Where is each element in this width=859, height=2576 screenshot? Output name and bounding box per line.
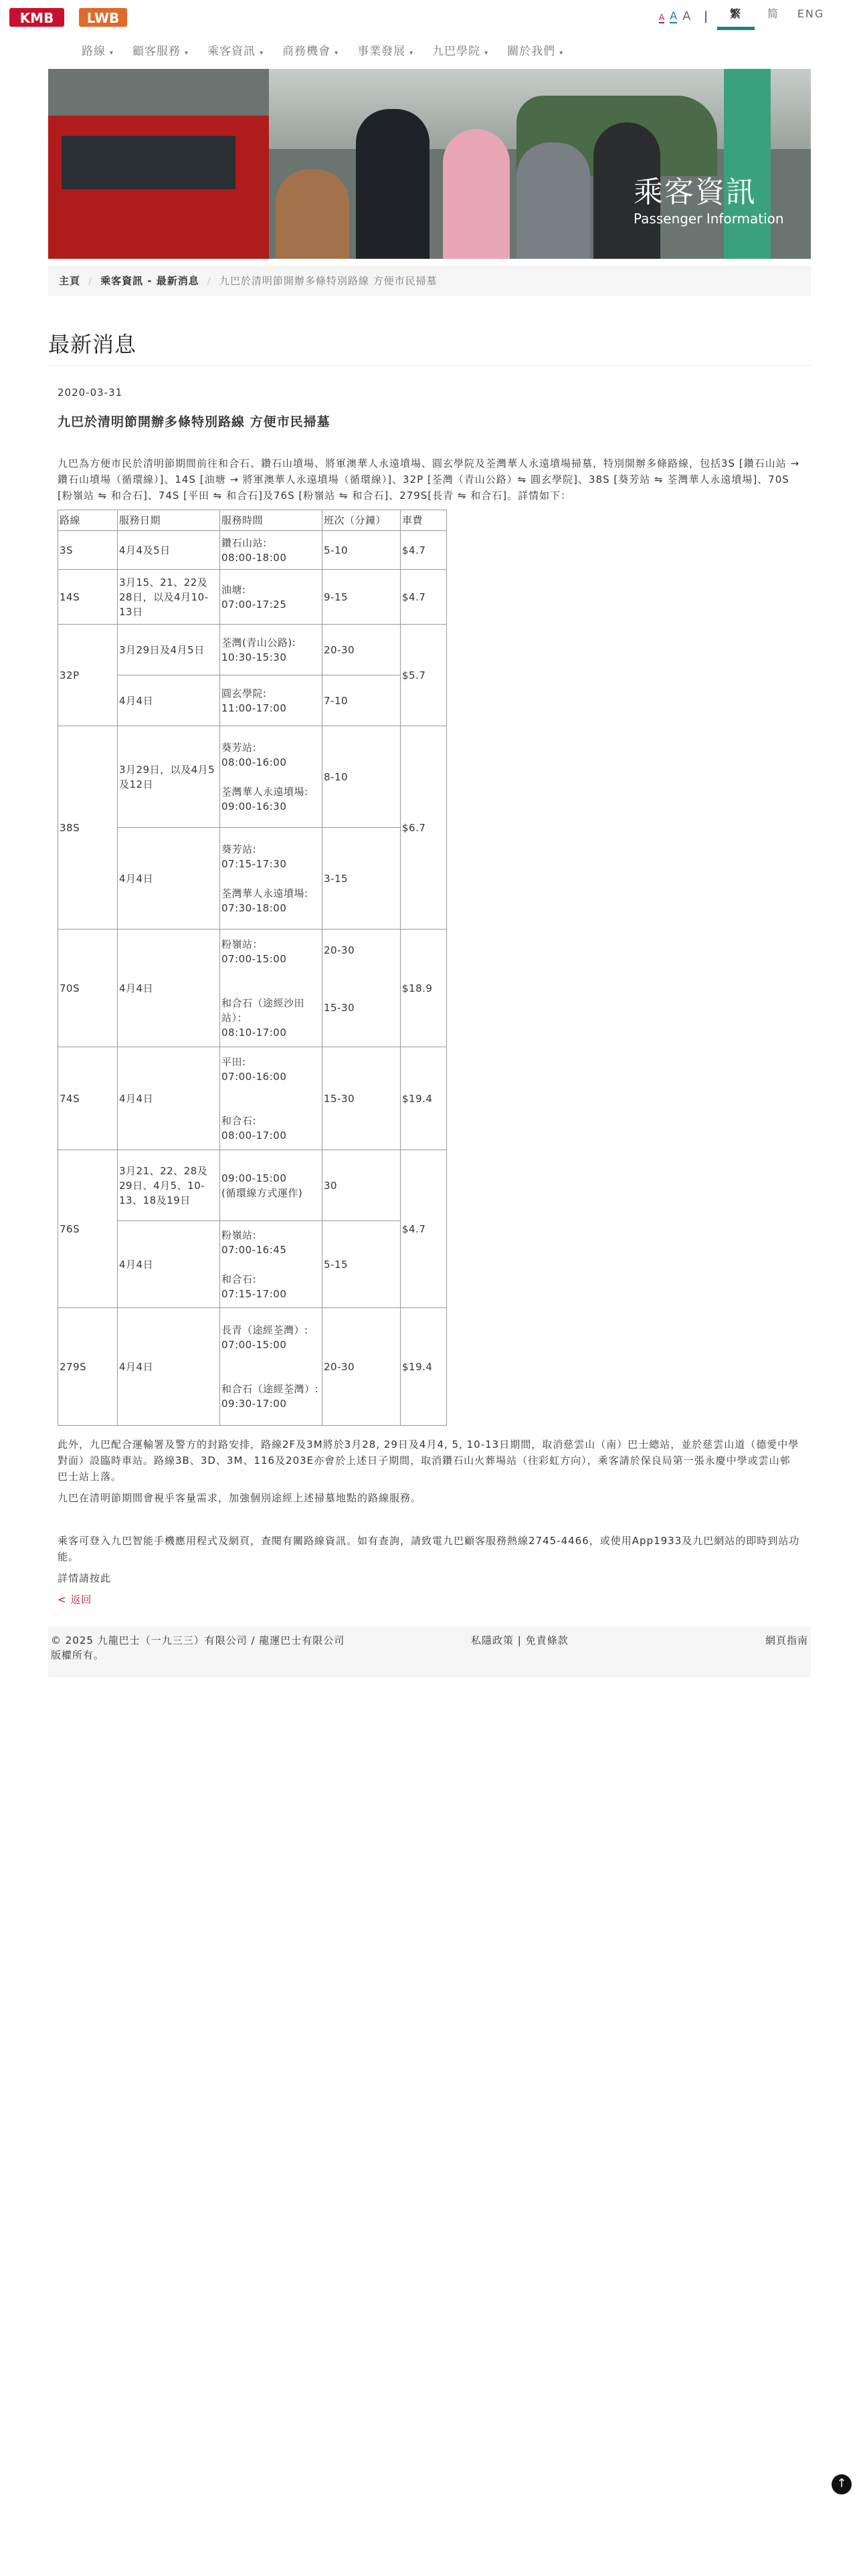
date-cell: 4月4日 xyxy=(118,1221,220,1308)
breadcrumb-section[interactable]: 乘客資訊 - 最新消息 xyxy=(100,275,199,287)
table-row xyxy=(58,570,447,625)
breadcrumb-separator: / xyxy=(88,275,93,287)
lang-sc-button[interactable]: 简 xyxy=(767,7,779,20)
title-divider xyxy=(48,365,811,366)
font-size-controls xyxy=(659,9,691,23)
footer-divider: | xyxy=(517,1634,522,1646)
header-divider: | xyxy=(704,9,708,23)
caret-down-icon: ▾ xyxy=(185,49,189,57)
table-row xyxy=(58,1150,447,1221)
banner-subtitle: Passenger Information xyxy=(634,211,784,227)
nav-label: 關於我們 xyxy=(507,45,556,58)
route-cell: 38S xyxy=(58,726,118,930)
privacy-link[interactable]: 私隱政策 xyxy=(471,1634,514,1646)
time-cell: 油塘: 07:00-17:25 xyxy=(220,570,322,625)
lwb-logo[interactable] xyxy=(79,5,127,29)
frequency-cell: 5-10 xyxy=(322,531,401,570)
page-title: 最新消息 xyxy=(48,332,137,357)
article-headline: 九巴於清明節開辦多條特別路線 方便市民掃墓 xyxy=(58,415,330,429)
fare-cell: $6.7 xyxy=(401,726,447,930)
fare-cell: $4.7 xyxy=(401,570,447,625)
frequency-cell: 8-10 xyxy=(322,726,401,828)
frequency-cell: 7-10 xyxy=(322,675,401,726)
frequency-cell: 9-15 xyxy=(322,570,401,625)
frequency-value: 15-30 xyxy=(324,1002,355,1014)
back-link[interactable]: < 返回 xyxy=(58,1594,92,1606)
table-row xyxy=(58,930,447,1047)
date-cell: 4月4日 xyxy=(118,828,220,930)
time-cell: 長青（途經荃灣）: 07:00-15:00 和合石（途經荃灣）: 09:30-17:00 xyxy=(220,1308,322,1426)
date-cell: 3月15、21、22及28日，以及4月10-13日 xyxy=(118,570,220,625)
breadcrumb-separator: / xyxy=(207,275,211,287)
time-cell: 平田: 07:00-16:00 和合石: 08:00-17:00 xyxy=(220,1047,322,1150)
date-cell: 4月4日 xyxy=(118,675,220,726)
time-cell: 葵芳站: 08:00-16:00 荃灣華人永遠墳場: 09:00-16:30 xyxy=(220,726,322,828)
nav-label: 九巴學院 xyxy=(432,45,481,58)
time-cell: 粉嶺站: 07:00-16:45 和合石: 07:15-17:00 xyxy=(220,1221,322,1308)
fare-cell: $5.7 xyxy=(401,625,447,726)
nav-item-passenger-info[interactable] xyxy=(198,37,273,62)
lang-tc-button[interactable]: 繁 xyxy=(717,4,755,30)
breadcrumb xyxy=(48,265,811,296)
table-row xyxy=(58,726,447,828)
route-cell: 3S xyxy=(58,531,118,570)
nav-item-academy[interactable] xyxy=(423,37,498,62)
top-header xyxy=(0,0,859,40)
time-cell: 葵芳站: 07:15-17:30 荃灣華人永遠墳場: 07:30-18:00 xyxy=(220,828,322,930)
frequency-cell xyxy=(322,930,401,1047)
lwb-logo-text: LWB xyxy=(86,10,120,26)
time-cell: 圓玄學院: 11:00-17:00 xyxy=(220,675,322,726)
caret-down-icon: ▾ xyxy=(559,49,564,57)
route-cell: 32P xyxy=(58,625,118,726)
font-large-button[interactable]: A xyxy=(682,9,691,23)
fare-cell: $19.4 xyxy=(401,1047,447,1150)
kmb-logo-text: KMB xyxy=(19,10,54,26)
date-cell: 4月4日 xyxy=(118,930,220,1047)
caret-down-icon: ▾ xyxy=(335,49,339,57)
article-paragraph: 此外，九巴配合運輸署及警方的封路安排，路線2F及3M將於3月28, 29日及4月4, 5, 10-13日期間，取消慈雲山（南）巴士總站，並於慈雲山道（德愛中學對面）設臨時車站。路線3B、3D、3M、116及203E亦會於上述日子期間，取消鑽石山火葬場站（往彩虹方向），乘客請於保良局第一張永慶中學或雲山邨巴士站上落。 xyxy=(58,1438,799,1483)
table-row xyxy=(58,625,447,675)
site-guide-link[interactable]: 網頁指南 xyxy=(765,1634,808,1646)
frequency-cell: 3-15 xyxy=(322,828,401,930)
date-cell: 4月4日 xyxy=(118,1308,220,1426)
date-cell: 3月29日及4月5日 xyxy=(118,625,220,675)
table-row xyxy=(58,1308,447,1426)
time-cell: 荃灣(青山公路): 10:30-15:30 xyxy=(220,625,322,675)
table-row xyxy=(58,1047,447,1150)
date-cell: 4月4日 xyxy=(118,1047,220,1150)
article-date: 2020-03-31 xyxy=(58,387,123,399)
nav-label: 路線 xyxy=(82,45,106,58)
frequency-cell: 30 xyxy=(322,1150,401,1221)
main-nav xyxy=(72,37,573,62)
article-paragraph: 乘客可登入九巴智能手機應用程式及網頁，查閱有關路線資訊。如有查詢，請致電九巴顧客服務熱線2745-4466，或使用App1933及九巴網站的即時到站功能。 xyxy=(58,1535,800,1563)
table-header: 車費 xyxy=(401,510,447,531)
route-cell: 74S xyxy=(58,1047,118,1150)
caret-down-icon: ▾ xyxy=(110,49,114,57)
language-switcher xyxy=(717,4,830,30)
route-cell: 279S xyxy=(58,1308,118,1426)
caret-down-icon: ▾ xyxy=(484,49,489,57)
table-header-row xyxy=(58,510,447,531)
route-cell: 70S xyxy=(58,930,118,1047)
nav-item-routes[interactable] xyxy=(72,37,123,62)
banner-bus-window xyxy=(62,136,235,189)
hero-banner xyxy=(48,69,811,259)
nav-item-about[interactable] xyxy=(498,37,573,62)
table-row xyxy=(58,531,447,570)
route-cell: 14S xyxy=(58,570,118,625)
date-cell: 3月29日，以及4月5及12日 xyxy=(118,726,220,828)
breadcrumb-home[interactable]: 主頁 xyxy=(59,275,81,287)
table-header: 班次（分鐘） xyxy=(322,510,401,531)
banner-person xyxy=(443,129,510,259)
time-cell: 鑽石山站: 08:00-18:00 xyxy=(220,531,322,570)
route-table xyxy=(58,510,447,1426)
fare-cell: $19.4 xyxy=(401,1308,447,1426)
frequency-cell: 15-30 xyxy=(322,1047,401,1150)
copyright-text: © 2025 九龍巴士（一九三三）有限公司 / 龍運巴士有限公司 xyxy=(51,1634,345,1646)
table-header: 路線 xyxy=(58,510,118,531)
disclaimer-link[interactable]: 免責條款 xyxy=(525,1634,569,1646)
caret-down-icon: ▾ xyxy=(260,49,264,57)
article-intro: 九巴為方便市民於清明節期間前往和合石、鑽石山墳場、將軍澳華人永遠墳場、圓玄學院及荃灣華人永遠墳場掃墓，特別開辦多條路線，包括3S [鑽石山站 → 鑽石山墳場（循環線）]、14S [油塘 → 將軍澳華人永遠墳場（循環線）]、32P [荃灣（青山公路）⇋ 圓玄學院]、38S [葵芳站 ⇋ 荃灣華人永遠墳場]、70S [粉嶺站 ⇋ 和合石]、74S [平田 ⇋ 和合石]及76S [粉嶺站 ⇋ 和合石]、279S[長青 ⇋ 和合石]。詳情如下： xyxy=(58,457,800,502)
route-cell: 76S xyxy=(58,1150,118,1308)
nav-label: 乘客資訊 xyxy=(207,45,256,58)
fare-cell: $4.7 xyxy=(401,531,447,570)
font-medium-button[interactable]: A xyxy=(670,9,678,22)
more-details-link[interactable]: 詳情請按此 xyxy=(58,1572,112,1584)
banner-person xyxy=(356,109,430,259)
nav-item-business[interactable] xyxy=(273,37,348,62)
time-cell: 09:00-15:00 (循環線方式運作) xyxy=(220,1150,322,1221)
frequency-cell: 5-15 xyxy=(322,1221,401,1308)
nav-item-customer-service[interactable] xyxy=(123,37,198,62)
table-header: 服務日期 xyxy=(118,510,220,531)
frequency-cell: 20-30 xyxy=(322,1308,401,1426)
fare-cell: $4.7 xyxy=(401,1150,447,1308)
banner-person xyxy=(516,142,590,259)
caret-down-icon: ▾ xyxy=(409,49,414,57)
time-cell: 粉嶺站： 07:00-15:00 和合石（途經沙田站）： 08:10-17:00 xyxy=(220,930,322,1047)
article-paragraph: 九巴在清明節期間會視乎客量需求，加強個別途經上述掃墓地點的路線服務。 xyxy=(58,1492,422,1504)
date-cell: 3月21、22、28及29日、4月5、10-13、18及19日 xyxy=(118,1150,220,1221)
nav-label: 事業發展 xyxy=(357,45,406,58)
arrow-up-circle-icon[interactable]: ↑ xyxy=(832,2474,852,2494)
banner-pillar xyxy=(724,69,771,259)
footer-copyright xyxy=(51,1633,372,1662)
nav-label: 顧客服務 xyxy=(132,45,181,58)
date-cell: 4月4及5日 xyxy=(118,531,220,570)
footer xyxy=(48,1626,811,1677)
lang-en-button[interactable]: ENG xyxy=(797,7,825,20)
banner-title: 乘客資訊 xyxy=(634,175,757,209)
banner-person xyxy=(276,169,349,259)
article-notes xyxy=(58,1436,800,1613)
frequency-value: 20-30 xyxy=(324,944,355,956)
breadcrumb-current: 九巴於清明節開辦多條特別路線 方便市民掃墓 xyxy=(219,275,438,287)
font-small-button[interactable]: A xyxy=(659,13,665,22)
kmb-logo[interactable] xyxy=(9,5,64,29)
footer-links xyxy=(471,1633,569,1647)
nav-item-development[interactable] xyxy=(348,37,423,62)
frequency-cell: 20-30 xyxy=(322,625,401,675)
article xyxy=(58,387,800,504)
rights-text: 版權所有。 xyxy=(51,1649,105,1661)
fare-cell: $18.9 xyxy=(401,930,447,1047)
nav-label: 商務機會 xyxy=(282,45,331,58)
table-header: 服務時間 xyxy=(220,510,322,531)
